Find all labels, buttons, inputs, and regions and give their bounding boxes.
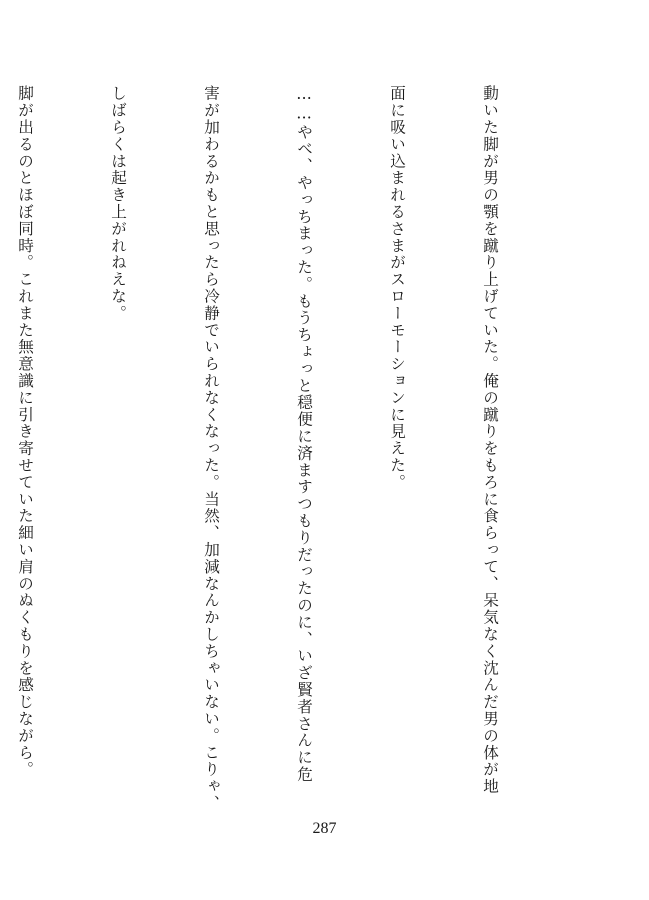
- text-line: しばらくは起き上がれねえな。: [109, 85, 127, 322]
- text-line: ……やべ、やっちまった。もうちょっと穏便に済ますつもりだったのに、いざ賢者さんに危: [295, 85, 313, 783]
- text-line: 害が加わるかもと思ったら冷静でいられなくなった。当然、加減なんかしちゃいない。こりゃ、: [202, 85, 220, 812]
- text-line: 動いた脚が男の顎を蹴り上げていた。俺の蹴りをもろに食らって、呆気なく沈んだ男の体が地: [481, 85, 499, 795]
- text-line: 脚が出るのとほぼ同時。これまた無意識に引き寄せていた細い肩のぬくもりを感じながら。: [16, 85, 34, 778]
- vertical-text-body: [0, 85, 567, 812]
- page-number: 287: [312, 820, 337, 837]
- text-line: 面に吸い込まれるさまがスローモーションに見えた。: [388, 85, 406, 491]
